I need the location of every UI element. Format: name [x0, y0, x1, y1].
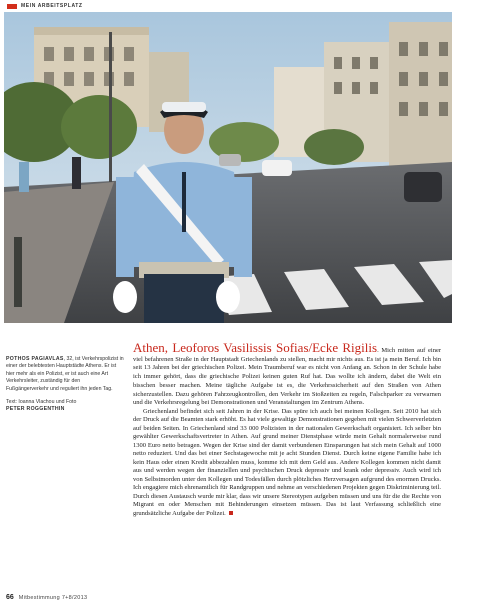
photo-caption: [6, 356, 124, 393]
street-scene-illustration: [4, 12, 452, 323]
credit-photographer: PETER ROGGENTHIN: [6, 406, 65, 413]
page-footer: [6, 594, 87, 601]
article-body: [133, 341, 441, 518]
credit-text: Text: Ioanna Vlachou und Foto: [6, 399, 77, 406]
article-paragraph: [133, 408, 441, 519]
section-accent-bar: [7, 4, 17, 9]
caption-person-name: POTHOS PAGIAVLAS: [6, 356, 64, 362]
article-headline: Athen, Leoforos Vasilissis Sofias/Ecke Rigilis: [133, 340, 378, 355]
caption-text: , 32, ist Verkehrspolizist in einer der belebtesten Hauptstädte Athens. Er ist hier mehr als ein Polizist, er ist auch eine Art Verkehrsleiter, zuständig für den Fußgängerverkehr und reguliert ihn jeden Tag.: [6, 356, 124, 392]
photo-credit: [6, 399, 124, 414]
article-lead: [133, 341, 441, 408]
end-of-article-mark: [229, 511, 233, 515]
lead-text: . Mich mitten auf einer viel befahrenen Straße in der Hauptstadt Griechenlands zu stellen, macht mir nichts aus. Es ist ja mein Beruf. Ich bin seit 13 Jahren bei der griechischen Polizei. Mein Traumberuf war es nicht von Anfang an. Schon in der Schule habe ich immer gehört, dass die griechische Polizei keinen guten Ruf hat. Das wollte ich ändern, dabei die Welt ein bisschen besser machen. Meine tägliche Aufgabe ist es, die Verkehrssicherheit auf den Straßen von Athen sicherzustellen. Dazu gehören Fahrzeugkontrollen, den Verkehr im Stoßzeiten zu regeln, Falschparker zu verwarnen und die Verkehrsregelung bei Demonstrationen und Veranstaltungen im Zentrum Athens.: [133, 347, 442, 407]
paragraph-2-text: Griechenland befindet sich seit Jahren in der Krise. Das spüre ich auch bei meinen Kollegen. Seit 2010 hat sich der Druck auf die Beamten stark erhöht. Es hat viele gewaltige Demonstrationen gegeben mit vielen Schwerverletzten auf beiden Seiten. In Griechenland sind 33 000 Polizisten in der nationalen Gewerkschaft organisiert. Ich selber bin gewählter Gewerkschaftsvertreter in Athen. Auf grund meiner Dienstphase würde mein Gehalt normalerweise rund 1300 Euro netto betragen. Wegen der Krise sind der damit verbundenen Einsparungen hat sich mein Gehalt auf 1000 netto reduziert. Und das bei einer Sechstagewoche mit je acht Stunden Dienst. Durch keine eigene Familie habe ich kein Haus oder einen Kredit abbezahlen muss, komme ich mit dem Geld aus. Andere Kollegen kommen nicht damit aus und werden wegen der finanziellen und psychischen Druck depressiv und krank oder depressiv. Auch wird ich von Selbstmorden unter den Kollegen und Todesfällen durch plötzliches Herzversagen aufgrund des enormen Drucks. Ich engagiere mich ehrenamtlich für Randgruppen und nehme an verschiedenen Projekten gegen Diskriminierung teil. Durch diesen Austausch wurde mir klar, dass wir unsere Stereotypen aufgeben müssen und uns für die die Rechte von Migrant en oder Menschen mit Behinderungen einsetzen müssen. Das ist laut Verfassung schließlich eine grundsätzliche Aufgabe der Polizei.: [133, 407, 441, 517]
page-number: 66: [6, 594, 14, 601]
magazine-name: Mitbestimmung 7+8/2013: [18, 595, 88, 601]
section-tag: [7, 3, 83, 9]
photo-caption-sidebar: [6, 356, 124, 414]
section-label: MEIN ARBEITSPLATZ: [21, 3, 83, 9]
hero-photo: [4, 12, 452, 323]
